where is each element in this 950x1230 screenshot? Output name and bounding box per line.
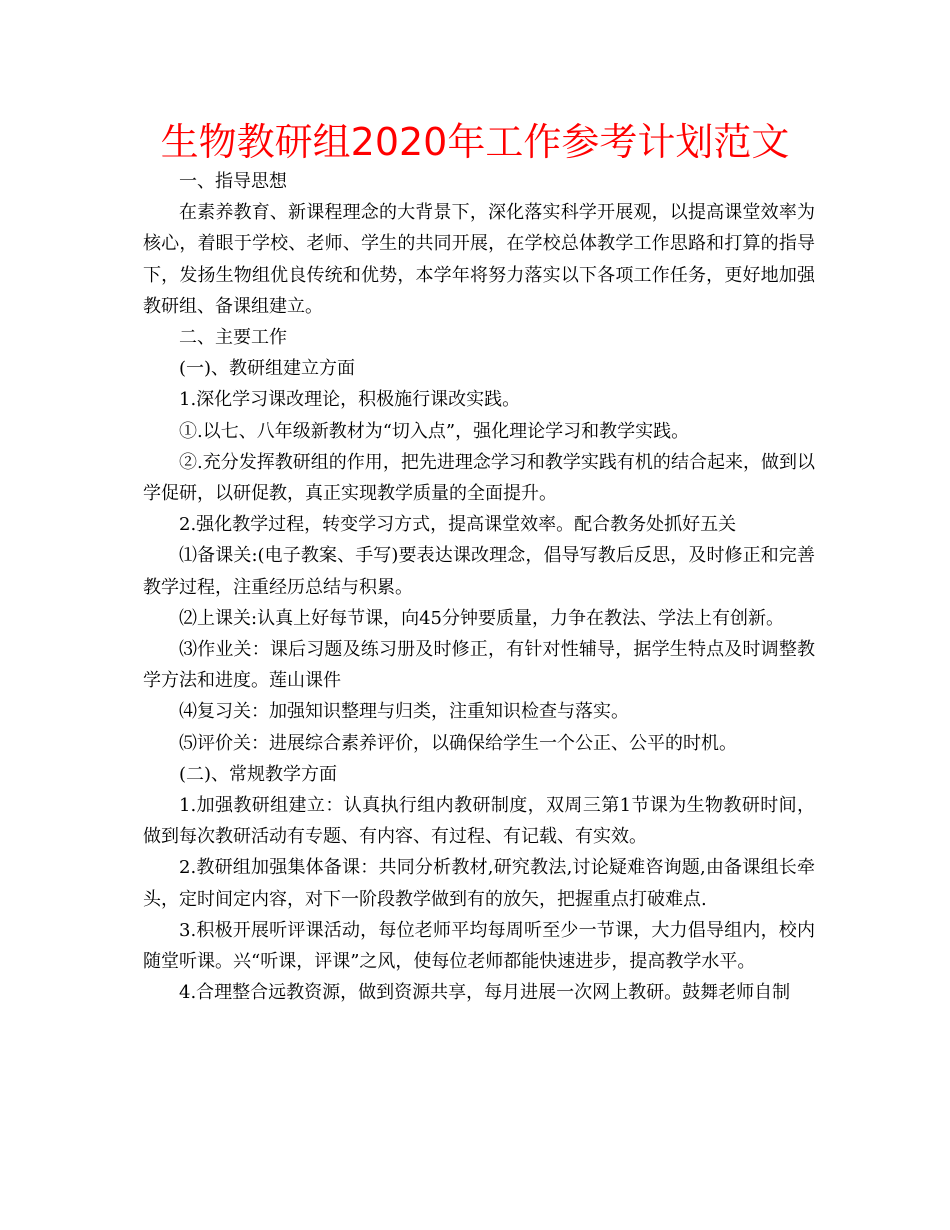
paragraph: 在素养教育、新课程理念的大背景下，深化落实科学开展观，以提高课堂效率为核心，着眼于学校、老师、学生的共同开展，在学校总体教学工作思路和打算的指导下，发扬生物组优良传统和优势，本学年将努力落实以下各项工作任务，更好地加强教研组、备课组建立。 [143, 202, 815, 317]
list-item: ⑶作业关：课后习题及练习册及时修正，有针对性辅导，据学生特点及时调整教学方法和进度。莲山课件 [143, 639, 815, 692]
section-heading: 二、主要工作 [179, 327, 287, 349]
section-heading: 一、指导思想 [179, 171, 287, 192]
list-item: 4.合理整合远教资源，做到资源共享，每月进展一次网上教研。鼓舞老师自制 [179, 982, 791, 1004]
list-item: ②.充分发挥教研组的作用，把先进理念学习和教学实践有机的结合起来，做到以学促研，以研促教，真正实现教学质量的全面提升。 [143, 451, 815, 505]
list-item: ⑷复习关：加强知识整理与归类，注重知识检查与落实。 [179, 701, 629, 723]
list-item: ⑵上课关:认真上好每节课，向45分钟要质量，力争在教法、学法上有创新。 [179, 607, 784, 629]
list-item: ⑴备课关:(电子教案、手写)要表达课改理念，倡导写教后反思，及时修正和完善教学过程，注重经历总结与积累。 [143, 545, 815, 598]
list-item: 2.强化教学过程，转变学习方式，提高课堂效率。配合教务处抓好五关 [179, 514, 737, 536]
list-item: ①.以七、八年级新教材为“切入点”，强化理论学习和教学实践。 [179, 420, 690, 442]
document-title: 生物教研组2020年工作参考计划范文 [160, 120, 790, 164]
subsection-heading: (一)、教研组建立方面 [179, 358, 356, 380]
list-item: 1.深化学习课改理论，积极施行课改实践。 [179, 389, 521, 411]
list-item: ⑸评价关：进展综合素养评价，以确保给学生一个公正、公平的时机。 [179, 732, 737, 754]
document-body [143, 166, 815, 1008]
list-item: 1.加强教研组建立：认真执行组内教研制度，双周三第1节课为生物教研时间，做到每次教研活动有专题、有内容、有过程、有记载、有实效。 [143, 795, 815, 848]
subsection-heading: (二)、常规教学方面 [179, 763, 338, 785]
list-item: 2.教研组加强集体备课：共同分析教材,研究教法,讨论疑难咨询题,由备课组长牵头，定时间定内容，对下一阶段教学做到有的放矢，把握重点打破难点. [143, 857, 815, 910]
list-item: 3.积极开展听评课活动，每位老师平均每周听至少一节课，大力倡导组内，校内随堂听课。兴“听课，评课”之风，使每位老师都能快速进步，提高教学水平。 [143, 919, 815, 973]
